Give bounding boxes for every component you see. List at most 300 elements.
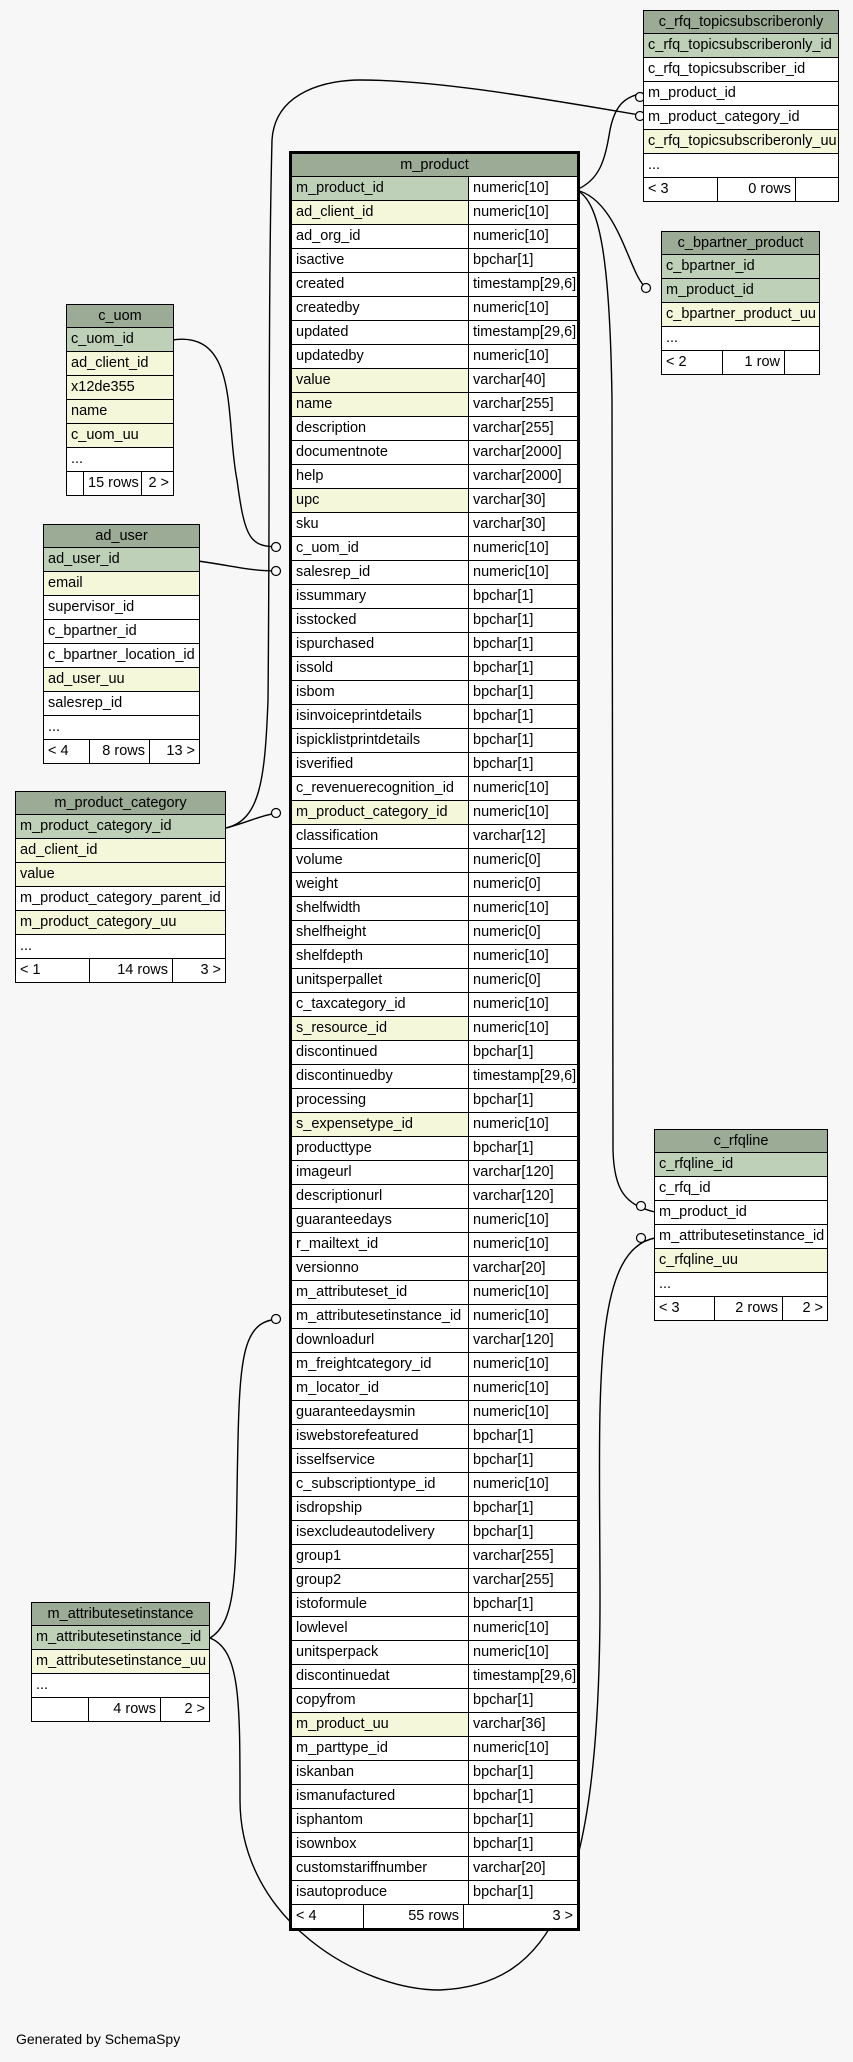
column-type: varchar[120] [469, 1329, 577, 1352]
marker-asi-id [272, 1315, 281, 1324]
column-row[interactable] [292, 1665, 577, 1689]
column-row[interactable] [32, 1626, 209, 1650]
column-name: iskanban [292, 1761, 469, 1784]
column-row[interactable] [292, 1785, 577, 1809]
column-row[interactable] [662, 279, 819, 303]
column-row[interactable] [292, 873, 577, 897]
column-name: copyfrom [292, 1689, 469, 1712]
column-name: m_attributesetinstance_id [659, 1228, 825, 1244]
column-name: classification [292, 825, 469, 848]
column-name: created [292, 273, 469, 296]
column-type: bpchar[1] [469, 1425, 577, 1448]
column-type: numeric[10] [469, 1281, 577, 1304]
column-type: numeric[10] [469, 1113, 577, 1136]
column-row[interactable] [292, 681, 577, 705]
edge-rfqtopic-product [576, 93, 644, 190]
column-name: ... [36, 1677, 49, 1693]
column-name: m_product_category_id [292, 801, 469, 824]
column-row[interactable] [292, 1809, 577, 1833]
column-row[interactable] [655, 1177, 827, 1201]
column-row[interactable] [292, 1761, 577, 1785]
column-row[interactable] [44, 692, 199, 716]
column-row[interactable] [32, 1650, 209, 1674]
column-row[interactable] [292, 1089, 577, 1113]
column-name: isbom [292, 681, 469, 704]
column-row[interactable] [292, 369, 577, 393]
table-title: m_product_category [16, 792, 225, 815]
column-type: timestamp[29,6] [469, 273, 577, 296]
footer-children: 3 > [200, 962, 221, 978]
column-type: bpchar[1] [469, 1689, 577, 1712]
column-type: numeric[0] [469, 921, 577, 944]
footer-children [796, 178, 838, 201]
column-name: producttype [292, 1137, 469, 1160]
column-row[interactable] [292, 945, 577, 969]
column-name: salesrep_id [292, 561, 469, 584]
table-title: c_uom [67, 305, 173, 328]
column-type: varchar[2000] [469, 441, 577, 464]
column-row[interactable] [292, 1737, 577, 1761]
footer-row-count: 2 rows [715, 1297, 783, 1320]
column-type: numeric[10] [469, 1305, 577, 1328]
column-name: ... [659, 1276, 672, 1292]
column-row[interactable] [292, 393, 577, 417]
column-name: isautoproduce [292, 1881, 469, 1904]
column-row[interactable] [292, 1065, 577, 1089]
column-row[interactable] [655, 1153, 827, 1177]
table-footer [16, 959, 225, 982]
column-name: r_mailtext_id [292, 1233, 469, 1256]
column-row[interactable] [655, 1249, 827, 1273]
column-row[interactable] [644, 82, 838, 106]
marker-c-uom-id [272, 543, 281, 552]
column-row[interactable] [292, 1281, 577, 1305]
column-row[interactable] [644, 58, 838, 82]
footer-row-count: 4 rows [89, 1698, 161, 1721]
column-type: numeric[0] [469, 873, 577, 896]
column-row[interactable] [292, 1497, 577, 1521]
column-row[interactable] [655, 1273, 827, 1297]
column-row[interactable] [292, 513, 577, 537]
column-row[interactable] [292, 1161, 577, 1185]
column-type: varchar[255] [469, 393, 577, 416]
table-m-product[interactable] [289, 151, 580, 1931]
column-row[interactable] [16, 839, 225, 863]
column-type: timestamp[29,6] [469, 1065, 577, 1088]
column-name: c_bpartner_location_id [48, 647, 195, 663]
marker-bpartner-product [642, 284, 651, 293]
column-name: isverified [292, 753, 469, 776]
column-type: varchar[30] [469, 513, 577, 536]
column-name: downloadurl [292, 1329, 469, 1352]
column-type: bpchar[1] [469, 1089, 577, 1112]
column-type: bpchar[1] [469, 729, 577, 752]
table-m-product-category[interactable] [15, 791, 226, 983]
column-type: numeric[10] [469, 1641, 577, 1664]
marker-rfqline-asi [637, 1234, 646, 1243]
footer-row-count: 14 rows [90, 959, 173, 982]
column-row[interactable] [292, 993, 577, 1017]
column-row[interactable] [44, 548, 199, 572]
column-row[interactable] [292, 1377, 577, 1401]
column-row[interactable] [662, 303, 819, 327]
column-row[interactable] [292, 1041, 577, 1065]
column-type: numeric[10] [469, 537, 577, 560]
table-c-uom[interactable] [66, 304, 174, 496]
column-name: isselfservice [292, 1449, 469, 1472]
column-name: customstariffnumber [292, 1857, 469, 1880]
column-row[interactable] [292, 1017, 577, 1041]
column-name: description [292, 417, 469, 440]
column-name: ad_client_id [20, 842, 98, 858]
column-name: c_bpartner_id [48, 623, 137, 639]
column-row[interactable] [292, 1137, 577, 1161]
marker-rfqline-product [637, 1202, 646, 1211]
column-row[interactable] [292, 1833, 577, 1857]
column-row[interactable] [67, 352, 173, 376]
column-row[interactable] [644, 130, 838, 154]
footer-parents: < 4 [292, 1905, 364, 1928]
column-name: ... [666, 330, 679, 346]
column-type: numeric[10] [469, 777, 577, 800]
column-name: shelfdepth [292, 945, 469, 968]
column-row[interactable] [67, 376, 173, 400]
column-name: name [292, 393, 469, 416]
column-type: bpchar[1] [469, 1809, 577, 1832]
column-name: ... [71, 451, 84, 467]
column-name: shelfheight [292, 921, 469, 944]
column-type: bpchar[1] [469, 609, 577, 632]
column-row[interactable] [644, 154, 838, 178]
column-row[interactable] [292, 1329, 577, 1353]
column-row[interactable] [292, 1713, 577, 1737]
column-name: c_bpartner_product_uu [666, 306, 816, 322]
column-row[interactable] [292, 969, 577, 993]
column-name: email [48, 575, 83, 591]
column-type: numeric[10] [469, 345, 577, 368]
column-row[interactable] [292, 1545, 577, 1569]
column-name: processing [292, 1089, 469, 1112]
column-type: bpchar[1] [469, 1497, 577, 1520]
column-name: versionno [292, 1257, 469, 1280]
column-row[interactable] [662, 327, 819, 351]
column-row[interactable] [292, 1401, 577, 1425]
column-row[interactable] [67, 448, 173, 472]
column-type: numeric[10] [469, 561, 577, 584]
table-c-rfqline[interactable] [654, 1129, 828, 1321]
column-type: numeric[10] [469, 1017, 577, 1040]
column-row[interactable] [292, 1593, 577, 1617]
column-name: c_rfqline_id [659, 1156, 734, 1172]
footer-children: 3 > [552, 1908, 573, 1924]
column-type: varchar[30] [469, 489, 577, 512]
column-row[interactable] [16, 887, 225, 911]
column-name: c_uom_id [71, 331, 134, 347]
column-name: ... [48, 719, 61, 735]
column-name: guaranteedays [292, 1209, 469, 1232]
column-name: c_rfqline_uu [659, 1252, 738, 1268]
column-row[interactable] [292, 441, 577, 465]
column-name: supervisor_id [48, 599, 135, 615]
footer-row-count: 0 rows [718, 178, 796, 201]
column-name: c_uom_id [292, 537, 469, 560]
column-name: m_attributesetinstance_uu [36, 1653, 207, 1669]
column-name: updated [292, 321, 469, 344]
column-row[interactable] [292, 657, 577, 681]
column-row[interactable] [292, 417, 577, 441]
column-name: unitsperpallet [292, 969, 469, 992]
column-row[interactable] [292, 705, 577, 729]
column-row[interactable] [292, 225, 577, 249]
column-name: m_product_uu [292, 1713, 469, 1736]
column-type: numeric[10] [469, 177, 577, 200]
column-row[interactable] [44, 644, 199, 668]
column-type: bpchar[1] [469, 1521, 577, 1544]
column-row[interactable] [292, 753, 577, 777]
column-row[interactable] [67, 424, 173, 448]
column-row[interactable] [292, 1617, 577, 1641]
column-type: numeric[10] [469, 1401, 577, 1424]
column-name: isphantom [292, 1809, 469, 1832]
column-name: c_uom_uu [71, 427, 139, 443]
column-row[interactable] [292, 1569, 577, 1593]
edge-asi-product [210, 1319, 280, 1638]
column-row[interactable] [292, 201, 577, 225]
footer-parents: < 3 [644, 178, 718, 201]
column-name: value [20, 866, 55, 882]
column-row[interactable] [292, 249, 577, 273]
column-row[interactable] [16, 815, 225, 839]
column-type: varchar[255] [469, 417, 577, 440]
column-row[interactable] [292, 1449, 577, 1473]
column-row[interactable] [16, 911, 225, 935]
column-row[interactable] [292, 465, 577, 489]
column-type: bpchar[1] [469, 1041, 577, 1064]
footer-row-count: 15 rows [84, 472, 142, 495]
edge-bpartner-product [576, 190, 647, 288]
table-footer [67, 472, 173, 495]
column-row[interactable] [292, 1521, 577, 1545]
column-row[interactable] [292, 585, 577, 609]
column-row[interactable] [292, 561, 577, 585]
table-title: c_rfqline [655, 1130, 827, 1153]
table-footer [44, 740, 199, 763]
column-row[interactable] [292, 1257, 577, 1281]
column-row[interactable] [292, 1353, 577, 1377]
column-row[interactable] [32, 1674, 209, 1698]
edge-ad-user [198, 561, 280, 571]
column-name: sku [292, 513, 469, 536]
column-type: timestamp[29,6] [469, 321, 577, 344]
column-row[interactable] [16, 863, 225, 887]
column-type: numeric[10] [469, 1617, 577, 1640]
column-name: s_resource_id [292, 1017, 469, 1040]
table-ad-user[interactable] [43, 524, 200, 764]
column-row[interactable] [292, 537, 577, 561]
column-row[interactable] [292, 1881, 577, 1905]
column-name: value [292, 369, 469, 392]
column-type: bpchar[1] [469, 681, 577, 704]
marker-salesrep-id [272, 567, 281, 576]
column-name: istoformule [292, 1593, 469, 1616]
column-row[interactable] [44, 596, 199, 620]
column-row[interactable] [292, 177, 577, 201]
footer-children: 2 > [148, 475, 169, 491]
column-name: isownbox [292, 1833, 469, 1856]
column-row[interactable] [292, 729, 577, 753]
column-type: varchar[40] [469, 369, 577, 392]
footer-parents: < 2 [662, 351, 723, 374]
column-name: isstocked [292, 609, 469, 632]
table-footer [644, 178, 838, 201]
column-name: help [292, 465, 469, 488]
column-name: m_product_id [292, 177, 469, 200]
table-m-attributesetinstance[interactable] [31, 1602, 210, 1722]
column-name: lowlevel [292, 1617, 469, 1640]
column-row[interactable] [292, 1113, 577, 1137]
column-row[interactable] [44, 716, 199, 740]
column-name: c_rfq_topicsubscriberonly_id [648, 37, 832, 53]
column-row[interactable] [44, 572, 199, 596]
column-name: ad_user_id [48, 551, 120, 567]
table-title: m_product [292, 154, 577, 177]
marker-category-id [272, 809, 281, 818]
column-name: m_attributesetinstance_id [36, 1629, 202, 1645]
column-type: varchar[20] [469, 1257, 577, 1280]
column-name: shelfwidth [292, 897, 469, 920]
column-type: numeric[10] [469, 945, 577, 968]
column-row[interactable] [292, 1233, 577, 1257]
edge-rfqline-product [576, 190, 655, 1212]
column-name: c_rfq_id [659, 1180, 711, 1196]
column-name: iswebstorefeatured [292, 1425, 469, 1448]
column-name: m_attributeset_id [292, 1281, 469, 1304]
column-type: varchar[255] [469, 1569, 577, 1592]
column-type: varchar[120] [469, 1161, 577, 1184]
column-row[interactable] [292, 849, 577, 873]
column-row[interactable] [44, 668, 199, 692]
column-type: bpchar[1] [469, 633, 577, 656]
footer-row-count: 8 rows [90, 740, 150, 763]
column-name: discontinuedby [292, 1065, 469, 1088]
column-type: bpchar[1] [469, 705, 577, 728]
column-name: guaranteedaysmin [292, 1401, 469, 1424]
column-type: bpchar[1] [469, 1593, 577, 1616]
column-row[interactable] [655, 1225, 827, 1249]
column-row[interactable] [292, 1305, 577, 1329]
table-title: c_rfq_topicsubscriberonly [644, 11, 838, 34]
column-name: group1 [292, 1545, 469, 1568]
column-row[interactable] [662, 255, 819, 279]
column-row[interactable] [292, 1641, 577, 1665]
column-type: varchar[2000] [469, 465, 577, 488]
column-row[interactable] [292, 1857, 577, 1881]
column-row[interactable] [292, 1425, 577, 1449]
column-name: unitsperpack [292, 1641, 469, 1664]
column-name: isdropship [292, 1497, 469, 1520]
column-row[interactable] [292, 273, 577, 297]
column-row[interactable] [292, 801, 577, 825]
table-footer [292, 1905, 577, 1928]
column-type: bpchar[1] [469, 1785, 577, 1808]
footer-parents: < 3 [655, 1297, 715, 1320]
column-row[interactable] [292, 297, 577, 321]
column-name: salesrep_id [48, 695, 123, 711]
column-type: varchar[20] [469, 1857, 577, 1880]
table-title: c_bpartner_product [662, 232, 819, 255]
column-name: c_bpartner_id [666, 258, 755, 274]
column-name: updatedby [292, 345, 469, 368]
column-name: c_revenuerecognition_id [292, 777, 469, 800]
column-name: ad_org_id [292, 225, 469, 248]
column-name: documentnote [292, 441, 469, 464]
column-type: bpchar[1] [469, 1761, 577, 1784]
column-name: x12de355 [71, 379, 135, 395]
generated-by-footer: Generated by SchemaSpy [16, 2031, 181, 2047]
column-row[interactable] [292, 633, 577, 657]
column-type: bpchar[1] [469, 1833, 577, 1856]
column-row[interactable] [292, 1209, 577, 1233]
table-c-bpartner-product[interactable] [661, 231, 820, 375]
column-row[interactable] [16, 935, 225, 959]
table-c-rfq-topicsubscriberonly[interactable] [643, 10, 839, 202]
column-row[interactable] [67, 400, 173, 424]
column-row[interactable] [292, 1185, 577, 1209]
footer-children: 2 > [184, 1701, 205, 1717]
column-row[interactable] [292, 609, 577, 633]
column-type: bpchar[1] [469, 753, 577, 776]
column-row[interactable] [292, 825, 577, 849]
column-name: ispurchased [292, 633, 469, 656]
table-title: ad_user [44, 525, 199, 548]
column-name: m_product_category_id [20, 818, 172, 834]
column-row[interactable] [644, 34, 838, 58]
column-name: m_product_id [666, 282, 754, 298]
column-name: isactive [292, 249, 469, 272]
column-row[interactable] [655, 1201, 827, 1225]
column-name: c_rfq_topicsubscriber_id [648, 61, 806, 77]
column-row[interactable] [292, 345, 577, 369]
column-type: numeric[10] [469, 201, 577, 224]
column-type: bpchar[1] [469, 657, 577, 680]
column-type: bpchar[1] [469, 249, 577, 272]
column-type: bpchar[1] [469, 1449, 577, 1472]
column-row[interactable] [292, 489, 577, 513]
column-name: group2 [292, 1569, 469, 1592]
column-row[interactable] [292, 777, 577, 801]
column-type: bpchar[1] [469, 1881, 577, 1904]
column-row[interactable] [44, 620, 199, 644]
footer-parents: < 1 [16, 959, 90, 982]
table-footer [662, 351, 819, 374]
column-name: m_product_category_parent_id [20, 890, 221, 906]
column-row[interactable] [292, 1473, 577, 1497]
column-row[interactable] [292, 1689, 577, 1713]
column-row[interactable] [67, 328, 173, 352]
column-type: varchar[12] [469, 825, 577, 848]
column-name: m_product_category_id [648, 109, 800, 125]
column-row[interactable] [292, 897, 577, 921]
column-row[interactable] [644, 106, 838, 130]
column-type: numeric[10] [469, 1737, 577, 1760]
column-name: m_freightcategory_id [292, 1353, 469, 1376]
column-name: m_product_category_uu [20, 914, 177, 930]
column-row[interactable] [292, 321, 577, 345]
column-name: ad_client_id [292, 201, 469, 224]
column-row[interactable] [292, 921, 577, 945]
column-type: numeric[10] [469, 1377, 577, 1400]
column-type: numeric[10] [469, 801, 577, 824]
